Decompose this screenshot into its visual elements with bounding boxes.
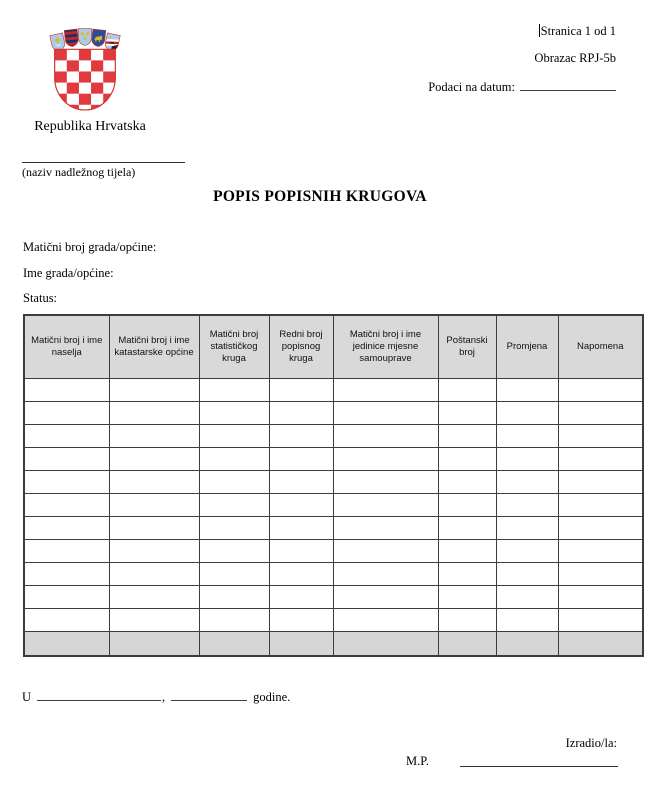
empty-cell	[333, 379, 438, 402]
shaded-cell	[333, 632, 438, 657]
empty-row	[24, 563, 643, 586]
municipality-name-label: Ime grada/općine:	[23, 266, 114, 280]
column-header: Napomena	[558, 315, 643, 379]
empty-cell	[199, 425, 269, 448]
empty-cell	[438, 379, 496, 402]
empty-cell	[199, 540, 269, 563]
empty-cell	[109, 379, 199, 402]
empty-cell	[558, 494, 643, 517]
place-date-row	[22, 688, 290, 705]
date-label: Podaci na datum:	[428, 80, 515, 94]
empty-cell	[269, 540, 333, 563]
empty-cell	[438, 402, 496, 425]
empty-cell	[558, 425, 643, 448]
empty-cell	[558, 540, 643, 563]
empty-cell	[24, 609, 109, 632]
empty-cell	[496, 471, 558, 494]
empty-cell	[109, 563, 199, 586]
empty-cell	[269, 402, 333, 425]
empty-cell	[438, 609, 496, 632]
empty-cell	[24, 379, 109, 402]
empty-cell	[496, 379, 558, 402]
comma: ,	[162, 690, 166, 704]
empty-cell	[109, 517, 199, 540]
empty-cell	[333, 586, 438, 609]
empty-cell	[333, 425, 438, 448]
empty-row	[24, 540, 643, 563]
place-blank-line	[37, 688, 161, 701]
place-suffix: godine.	[253, 690, 291, 704]
empty-cell	[109, 540, 199, 563]
empty-cell	[438, 517, 496, 540]
empty-row	[24, 586, 643, 609]
shaded-cell	[269, 632, 333, 657]
empty-cell	[333, 494, 438, 517]
empty-cell	[558, 471, 643, 494]
column-header: Matični broj statističkog kruga	[199, 315, 269, 379]
croatia-coat-of-arms	[48, 27, 122, 113]
place-prefix: U	[22, 690, 32, 704]
empty-cell	[438, 494, 496, 517]
issuer-label: Izradio/la:	[565, 736, 617, 750]
empty-cell	[24, 448, 109, 471]
empty-cell	[269, 425, 333, 448]
page-counter-text: Stranica 1 od 1	[540, 24, 616, 38]
authority-blank-line	[22, 162, 185, 163]
crown-shield-istria	[91, 29, 106, 47]
empty-cell	[496, 517, 558, 540]
empty-cell	[199, 379, 269, 402]
empty-cell	[199, 586, 269, 609]
empty-cell	[109, 609, 199, 632]
empty-row	[24, 494, 643, 517]
date-blank-line	[520, 78, 616, 91]
status-label: Status:	[23, 291, 58, 305]
empty-cell	[269, 563, 333, 586]
empty-cell	[269, 448, 333, 471]
empty-cell	[558, 379, 643, 402]
empty-cell	[558, 586, 643, 609]
empty-cell	[24, 402, 109, 425]
empty-cell	[24, 471, 109, 494]
checkerboard-shield	[55, 49, 116, 113]
empty-cell	[109, 425, 199, 448]
column-header: Promjena	[496, 315, 558, 379]
empty-cell	[269, 494, 333, 517]
shaded-cell	[558, 632, 643, 657]
empty-cell	[496, 563, 558, 586]
empty-cell	[269, 609, 333, 632]
empty-cell	[24, 563, 109, 586]
empty-cell	[24, 517, 109, 540]
empty-cell	[109, 494, 199, 517]
form-code: Obrazac RPJ-5b	[534, 51, 616, 65]
stamp-label: M.P.	[406, 754, 429, 768]
column-header: Matični broj i ime naselja	[24, 315, 109, 379]
empty-cell	[496, 448, 558, 471]
census-circles-table	[23, 314, 644, 657]
empty-cell	[269, 379, 333, 402]
empty-cell	[496, 540, 558, 563]
empty-cell	[333, 402, 438, 425]
empty-cell	[269, 471, 333, 494]
empty-cell	[24, 540, 109, 563]
shaded-bottom-row	[24, 632, 643, 657]
column-header: Redni broj popisnog kruga	[269, 315, 333, 379]
empty-cell	[438, 563, 496, 586]
empty-cell	[496, 425, 558, 448]
empty-cell	[109, 586, 199, 609]
empty-cell	[558, 563, 643, 586]
shaded-cell	[109, 632, 199, 657]
shaded-cell	[24, 632, 109, 657]
form-title: POPIS POPISNIH KRUGOVA	[213, 188, 427, 205]
empty-cell	[558, 448, 643, 471]
shaded-cell	[199, 632, 269, 657]
empty-cell	[333, 448, 438, 471]
empty-cell	[333, 540, 438, 563]
crown-shield-dubrovnik	[64, 29, 79, 47]
empty-cell	[199, 448, 269, 471]
date-line	[428, 78, 616, 94]
empty-cell	[109, 448, 199, 471]
crown-shield-dalmatia	[78, 29, 91, 46]
empty-row	[24, 448, 643, 471]
empty-cell	[496, 609, 558, 632]
empty-cell	[558, 517, 643, 540]
empty-row	[24, 402, 643, 425]
empty-row	[24, 609, 643, 632]
empty-cell	[24, 586, 109, 609]
table-header-row	[24, 315, 643, 379]
empty-cell	[438, 448, 496, 471]
empty-row	[24, 425, 643, 448]
empty-cell	[199, 471, 269, 494]
signature-blank-line	[460, 766, 618, 767]
page-counter	[428, 24, 616, 38]
empty-cell	[269, 586, 333, 609]
column-header: Matični broj i ime katastarske općine	[109, 315, 199, 379]
empty-cell	[199, 563, 269, 586]
empty-cell	[199, 609, 269, 632]
empty-cell	[109, 471, 199, 494]
empty-cell	[109, 402, 199, 425]
authority-caption: (naziv nadležnog tijela)	[22, 165, 136, 179]
empty-cell	[438, 425, 496, 448]
empty-cell	[438, 540, 496, 563]
country-name: Republika Hrvatska	[34, 119, 146, 134]
shaded-cell	[496, 632, 558, 657]
shaded-cell	[438, 632, 496, 657]
empty-cell	[496, 586, 558, 609]
empty-cell	[438, 471, 496, 494]
column-header: Matični broj i ime jedinice mjesne samouprave	[333, 315, 438, 379]
empty-cell	[438, 586, 496, 609]
empty-cell	[333, 609, 438, 632]
empty-cell	[558, 402, 643, 425]
empty-row	[24, 379, 643, 402]
empty-cell	[24, 425, 109, 448]
municipality-id-label: Matični broj grada/općine:	[23, 240, 157, 254]
empty-cell	[496, 402, 558, 425]
column-header: Poštanski broj	[438, 315, 496, 379]
text-cursor	[539, 24, 540, 37]
empty-cell	[333, 471, 438, 494]
empty-cell	[199, 517, 269, 540]
header-right	[428, 24, 616, 107]
empty-row	[24, 517, 643, 540]
empty-cell	[496, 494, 558, 517]
year-blank-line	[171, 688, 247, 701]
empty-cell	[333, 517, 438, 540]
empty-row	[24, 471, 643, 494]
empty-cell	[269, 517, 333, 540]
empty-cell	[333, 563, 438, 586]
empty-cell	[199, 402, 269, 425]
empty-cell	[199, 494, 269, 517]
empty-cell	[558, 609, 643, 632]
empty-cell	[24, 494, 109, 517]
